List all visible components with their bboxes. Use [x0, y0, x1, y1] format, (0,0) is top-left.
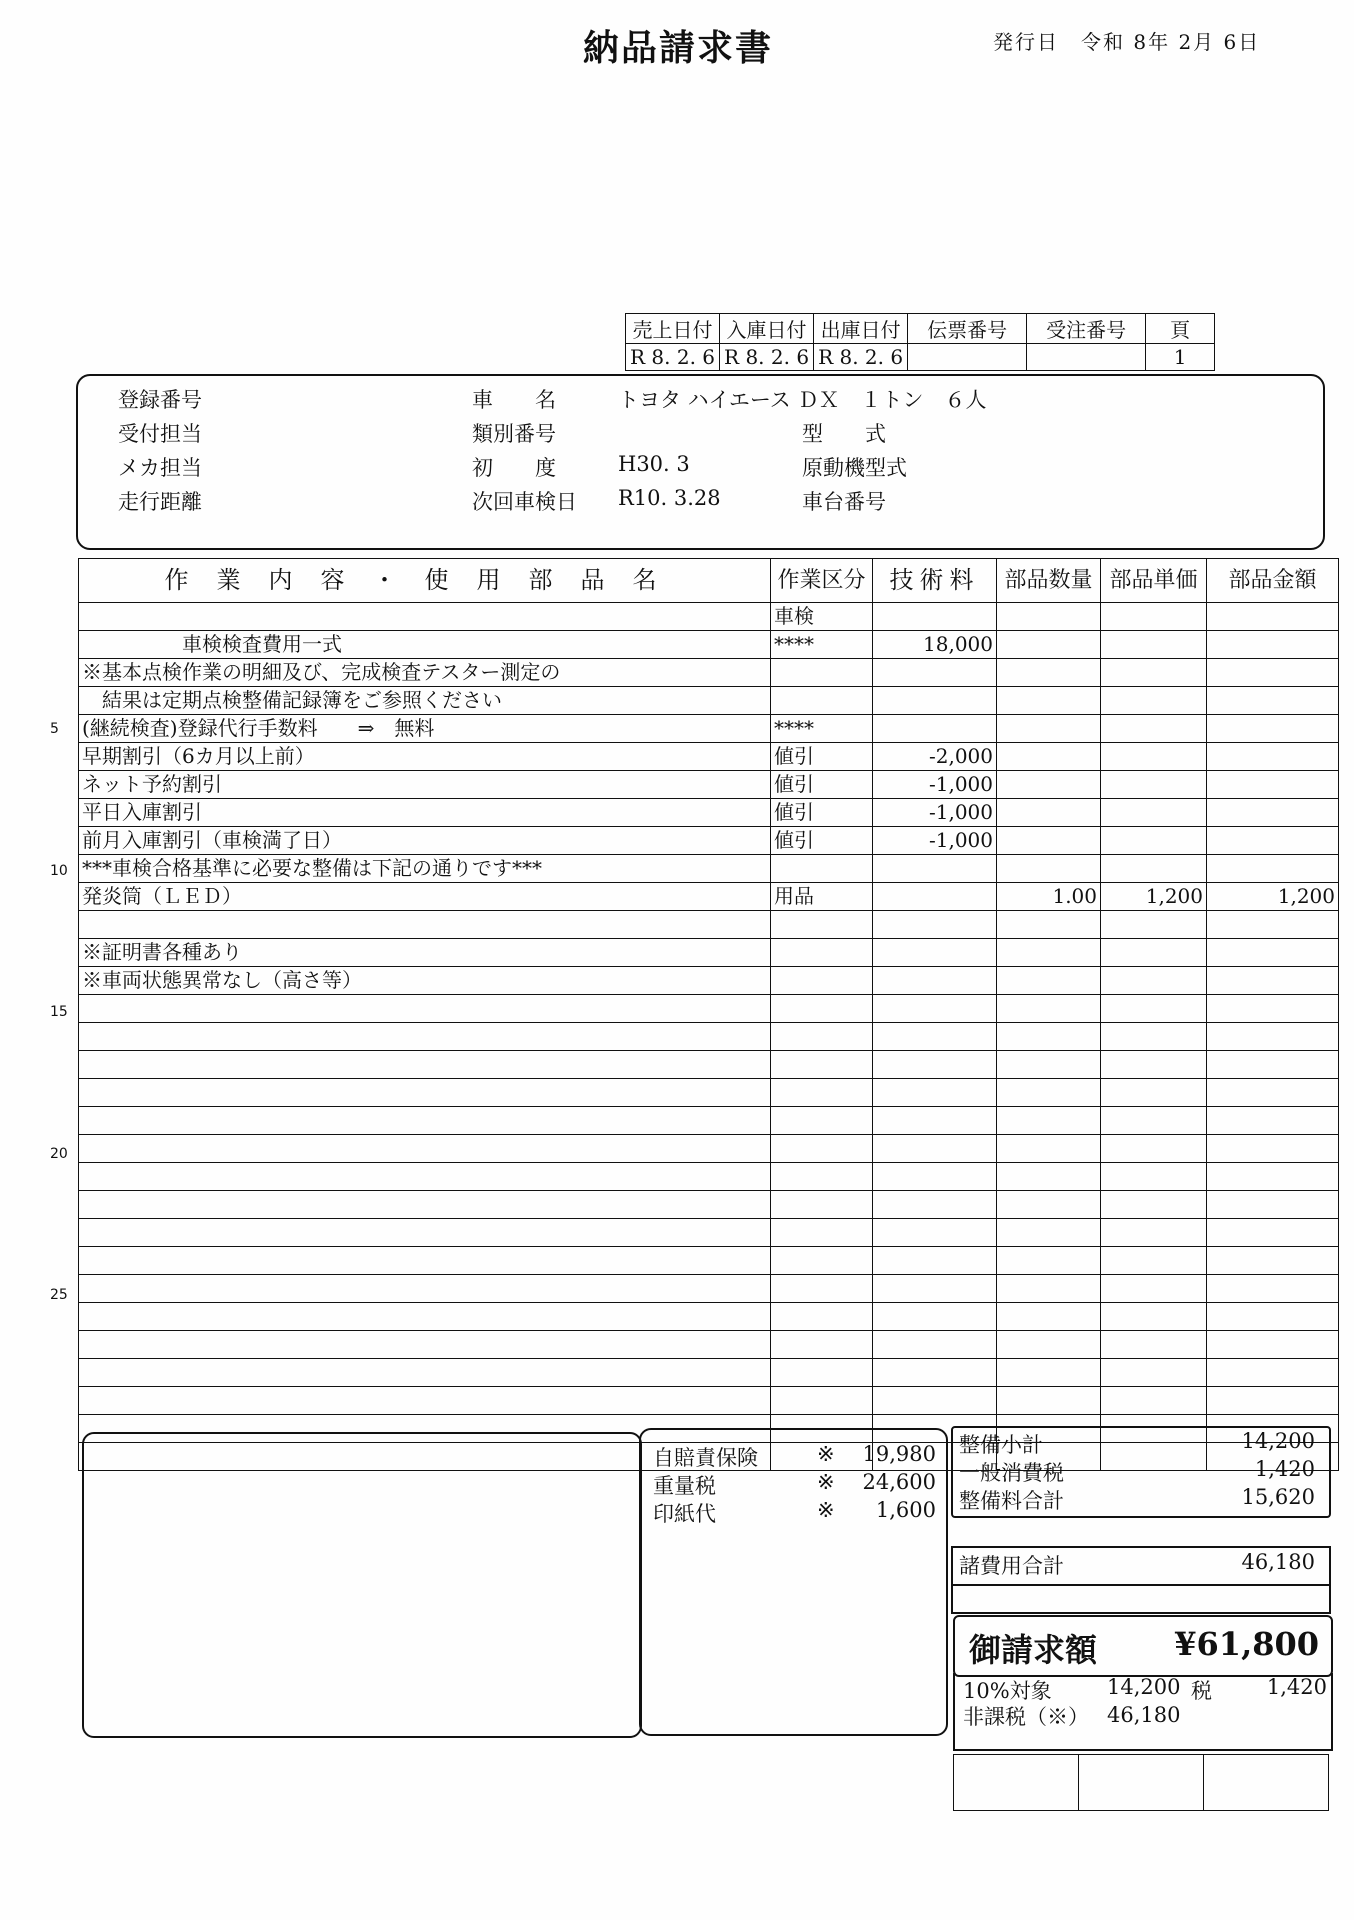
part-qty: [997, 659, 1101, 687]
line-number: 10: [50, 862, 68, 879]
misc-total-label: 諸費用合計: [959, 1554, 1064, 1578]
part-qty: [997, 1219, 1101, 1247]
part-unit-price: [1101, 715, 1207, 743]
part-qty: [997, 995, 1101, 1023]
part-amount: [1207, 1163, 1339, 1191]
work-category: [771, 659, 873, 687]
table-row: [79, 715, 1339, 743]
line-number: 25: [50, 1287, 68, 1304]
part-amount: [1207, 827, 1339, 855]
table-row: [79, 603, 1339, 631]
part-amount: [1207, 1191, 1339, 1219]
part-amount: [1207, 967, 1339, 995]
nontaxable-label: 非課税（※）: [963, 1705, 1089, 1729]
tech-fee-column-header: 技術料: [873, 559, 997, 603]
tech-fee: [873, 995, 997, 1023]
work-category: [771, 1051, 873, 1079]
part-qty: [997, 687, 1101, 715]
table-row: [79, 631, 1339, 659]
tech-fee: [873, 967, 997, 995]
part-qty: [997, 855, 1101, 883]
first-reg-value: H30. 3: [618, 452, 690, 476]
part-qty: [997, 1079, 1101, 1107]
category-column-header: 作業区分: [771, 559, 873, 603]
part-amount: [1207, 1275, 1339, 1303]
part-unit-price: [1101, 1163, 1207, 1191]
work-category: 用品: [771, 883, 873, 911]
tech-fee: [873, 1135, 997, 1163]
fee-label: 重量税: [653, 1474, 716, 1498]
part-unit-price: [1101, 1191, 1207, 1219]
work-category: 値引: [771, 743, 873, 771]
work-category: [771, 1191, 873, 1219]
maintenance-total-value: 15,620: [1241, 1485, 1315, 1509]
work-item: [79, 1219, 771, 1247]
part-qty: [997, 771, 1101, 799]
qty-column-header: 部品数量: [997, 559, 1101, 603]
part-qty: [997, 1051, 1101, 1079]
part-amount: [1207, 1331, 1339, 1359]
tech-fee: 18,000: [873, 631, 997, 659]
work-category: [771, 1107, 873, 1135]
tech-fee: [873, 855, 997, 883]
misc-total-value: 46,180: [1241, 1550, 1315, 1574]
work-item: 発炎筒（ＬＥＤ）: [79, 883, 771, 911]
tech-fee: [873, 1023, 997, 1051]
part-amount: [1207, 1135, 1339, 1163]
table-row: [79, 967, 1339, 995]
summary-box: [951, 1426, 1329, 1612]
work-category: [771, 939, 873, 967]
work-category: 値引: [771, 771, 873, 799]
part-unit-price: [1101, 1331, 1207, 1359]
model-label: 型 式: [802, 422, 886, 446]
part-unit-price: [1101, 911, 1207, 939]
table-row: [79, 1023, 1339, 1051]
work-category: [771, 687, 873, 715]
grand-total-label: 御請求額: [969, 1631, 1098, 1669]
nontaxable-amount: 46,180: [1107, 1703, 1181, 1727]
grand-total-amount: ¥61,800: [1174, 1625, 1319, 1663]
work-item: [79, 1387, 771, 1415]
fee-value: 1,600: [875, 1498, 936, 1522]
chassis-number-label: 車台番号: [802, 490, 886, 514]
work-category: 値引: [771, 799, 873, 827]
part-amount: [1207, 939, 1339, 967]
table-row: [79, 827, 1339, 855]
work-item: [79, 1023, 771, 1051]
tech-fee: [873, 1331, 997, 1359]
grand-total-box: [953, 1615, 1333, 1677]
fee-mark: ※: [817, 1470, 835, 1494]
stamp-box: [1079, 1755, 1204, 1811]
fee-value: 24,600: [862, 1470, 936, 1494]
fee-mark: ※: [817, 1442, 835, 1466]
part-unit-price: [1101, 1303, 1207, 1331]
tech-fee: [873, 1079, 997, 1107]
work-item: [79, 911, 771, 939]
vehicle-info-box: [76, 374, 1325, 550]
entry-date: R 8. 2. 6: [720, 344, 814, 371]
next-inspection-value: R10. 3.28: [618, 486, 721, 510]
sales-date: R 8. 2. 6: [626, 344, 720, 371]
table-row: [79, 883, 1339, 911]
part-amount: 1,200: [1207, 883, 1339, 911]
part-qty: [997, 827, 1101, 855]
part-qty: [997, 1275, 1101, 1303]
order-number: [1027, 344, 1146, 371]
part-amount: [1207, 1247, 1339, 1275]
stamp-box: [1204, 1755, 1329, 1811]
work-category: [771, 1303, 873, 1331]
subtotal-label: 整備小計: [959, 1433, 1043, 1457]
part-amount: [1207, 743, 1339, 771]
part-unit-price: [1101, 1219, 1207, 1247]
reception-label: 受付担当: [118, 422, 202, 446]
line-number: 20: [50, 1145, 68, 1162]
part-qty: [997, 1303, 1101, 1331]
vehicle-name-label: 車 名: [472, 388, 556, 412]
tech-fee: [873, 1359, 997, 1387]
table-row: [79, 1331, 1339, 1359]
part-qty: [997, 1163, 1101, 1191]
remarks-box: [82, 1432, 642, 1738]
part-amount: [1207, 1051, 1339, 1079]
part-amount: [1207, 1079, 1339, 1107]
tech-fee: [873, 1275, 997, 1303]
entry-date-label: 入庫日付: [720, 314, 814, 344]
table-row: [79, 1163, 1339, 1191]
work-category: [771, 1219, 873, 1247]
table-row: [79, 1079, 1339, 1107]
work-category: [771, 967, 873, 995]
work-item: ※基本点検作業の明細及び、完成検査テスター測定の: [79, 659, 771, 687]
taxable-label: 10%対象: [963, 1679, 1052, 1703]
part-qty: [997, 799, 1101, 827]
exit-date: R 8. 2. 6: [814, 344, 908, 371]
tech-fee: [873, 1163, 997, 1191]
part-amount: [1207, 1023, 1339, 1051]
part-qty: [997, 603, 1101, 631]
vehicle-name: トヨタ ハイエース ＤＸ １トン ６人: [618, 388, 987, 412]
tax-value: 1,420: [1254, 1457, 1315, 1481]
part-amount: [1207, 1303, 1339, 1331]
tax-word: 税: [1191, 1679, 1212, 1703]
line-number: 15: [50, 1004, 68, 1021]
reg-label: 登録番号: [118, 388, 202, 412]
part-unit-price: [1101, 827, 1207, 855]
part-qty: [997, 911, 1101, 939]
engine-model-label: 原動機型式: [802, 456, 907, 480]
table-row: [79, 995, 1339, 1023]
fee-value: 19,980: [862, 1442, 936, 1466]
part-qty: [997, 1359, 1101, 1387]
amount-column-header: 部品金額: [1207, 559, 1339, 603]
table-row: [79, 1359, 1339, 1387]
part-unit-price: [1101, 659, 1207, 687]
work-item: [79, 1107, 771, 1135]
work-items-table: [78, 558, 1339, 1471]
fee-mark: ※: [817, 1498, 835, 1522]
part-amount: [1207, 771, 1339, 799]
work-category: ****: [771, 631, 873, 659]
class-number-label: 類別番号: [472, 422, 556, 446]
tech-fee: [873, 1107, 997, 1135]
taxable-amount: 14,200: [1107, 1675, 1181, 1699]
part-unit-price: [1101, 1079, 1207, 1107]
part-unit-price: [1101, 939, 1207, 967]
work-item: [79, 1135, 771, 1163]
part-qty: [997, 1107, 1101, 1135]
tech-fee: -1,000: [873, 771, 997, 799]
part-amount: [1207, 603, 1339, 631]
tax-label: 一般消費税: [959, 1461, 1064, 1485]
part-unit-price: [1101, 1135, 1207, 1163]
part-amount: [1207, 659, 1339, 687]
date-header-table: [625, 313, 1215, 371]
part-unit-price: [1101, 1387, 1207, 1415]
part-qty: [997, 743, 1101, 771]
table-row: [79, 687, 1339, 715]
work-item: [79, 1079, 771, 1107]
table-row: [79, 659, 1339, 687]
part-amount: [1207, 631, 1339, 659]
work-category: [771, 1023, 873, 1051]
part-amount: [1207, 1359, 1339, 1387]
work-item: [79, 1303, 771, 1331]
part-qty: [997, 1247, 1101, 1275]
table-row: [79, 911, 1339, 939]
work-item: [79, 1247, 771, 1275]
page-number: 1: [1146, 344, 1215, 371]
part-amount: [1207, 715, 1339, 743]
tech-fee: [873, 715, 997, 743]
part-unit-price: [1101, 1107, 1207, 1135]
table-row: [79, 855, 1339, 883]
tech-fee: [873, 1051, 997, 1079]
table-row: [79, 1387, 1339, 1415]
part-unit-price: [1101, 1023, 1207, 1051]
work-item: (継続検査)登録代行手数料 ⇒ 無料: [79, 715, 771, 743]
work-item: [79, 603, 771, 631]
work-item: [79, 1051, 771, 1079]
tech-fee: -2,000: [873, 743, 997, 771]
maintenance-total-label: 整備料合計: [959, 1489, 1064, 1513]
table-row: [79, 1247, 1339, 1275]
slip-number: [908, 344, 1027, 371]
line-number: 5: [50, 721, 59, 738]
part-unit-price: [1101, 631, 1207, 659]
table-row: [79, 799, 1339, 827]
part-qty: [997, 939, 1101, 967]
part-qty: [997, 1023, 1101, 1051]
part-unit-price: [1101, 603, 1207, 631]
part-qty: [997, 967, 1101, 995]
part-qty: [997, 715, 1101, 743]
part-amount: [1207, 687, 1339, 715]
tech-fee: -1,000: [873, 799, 997, 827]
work-item: 早期割引（6カ月以上前）: [79, 743, 771, 771]
work-column-header: 作業内容・使用部品名: [79, 559, 771, 603]
table-row: [79, 1051, 1339, 1079]
part-unit-price: [1101, 687, 1207, 715]
part-unit-price: [1101, 1275, 1207, 1303]
tech-fee: -1,000: [873, 827, 997, 855]
tech-fee: [873, 1219, 997, 1247]
part-qty: 1.00: [997, 883, 1101, 911]
table-row: [79, 1219, 1339, 1247]
mileage-label: 走行距離: [118, 490, 202, 514]
work-category: 車検: [771, 603, 873, 631]
work-category: [771, 1387, 873, 1415]
part-amount: [1207, 911, 1339, 939]
part-unit-price: 1,200: [1101, 883, 1207, 911]
table-row: [79, 1191, 1339, 1219]
part-qty: [997, 1135, 1101, 1163]
work-category: [771, 1331, 873, 1359]
part-unit-price: [1101, 1051, 1207, 1079]
work-category: 値引: [771, 827, 873, 855]
work-item: ※車両状態異常なし（高さ等）: [79, 967, 771, 995]
work-item: 結果は定期点検整備記録簿をご参照ください: [79, 687, 771, 715]
part-unit-price: [1101, 771, 1207, 799]
tax-amount: 1,420: [1266, 1675, 1327, 1699]
part-unit-price: [1101, 799, 1207, 827]
work-item: [79, 995, 771, 1023]
work-category: [771, 1275, 873, 1303]
next-inspection-label: 次回車検日: [472, 490, 577, 514]
fees-box: [639, 1428, 948, 1736]
work-category: [771, 1247, 873, 1275]
slip-number-label: 伝票番号: [908, 314, 1027, 344]
part-unit-price: [1101, 855, 1207, 883]
sales-date-label: 売上日付: [626, 314, 720, 344]
work-category: [771, 855, 873, 883]
issue-date: 発行日 令和 8年 2月 6日: [993, 30, 1261, 54]
part-qty: [997, 631, 1101, 659]
table-row: [79, 771, 1339, 799]
order-number-label: 受注番号: [1027, 314, 1146, 344]
tech-fee: [873, 659, 997, 687]
tech-fee: [873, 603, 997, 631]
subtotal-value: 14,200: [1241, 1429, 1315, 1453]
work-item: [79, 1275, 771, 1303]
part-unit-price: [1101, 995, 1207, 1023]
part-unit-price: [1101, 1247, 1207, 1275]
part-qty: [997, 1331, 1101, 1359]
work-item: [79, 1359, 771, 1387]
work-item: [79, 1191, 771, 1219]
work-category: ****: [771, 715, 873, 743]
work-category: [771, 911, 873, 939]
tech-fee: [873, 1191, 997, 1219]
part-qty: [997, 1191, 1101, 1219]
table-row: [79, 743, 1339, 771]
tech-fee: [873, 687, 997, 715]
part-amount: [1207, 799, 1339, 827]
work-item: 平日入庫割引: [79, 799, 771, 827]
part-amount: [1207, 1107, 1339, 1135]
tech-fee: [873, 1387, 997, 1415]
work-item: ***車検合格基準に必要な整備は下記の通りです***: [79, 855, 771, 883]
tech-fee: [873, 939, 997, 967]
table-row: [79, 1303, 1339, 1331]
stamp-box: [954, 1755, 1079, 1811]
part-amount: [1207, 995, 1339, 1023]
tech-fee: [873, 883, 997, 911]
part-amount: [1207, 855, 1339, 883]
first-reg-label: 初 度: [472, 456, 556, 480]
table-row: [79, 939, 1339, 967]
table-row: [79, 1275, 1339, 1303]
part-amount: [1207, 1219, 1339, 1247]
work-item: 前月入庫割引（車検満了日）: [79, 827, 771, 855]
tech-fee: [873, 1303, 997, 1331]
work-category: [771, 1163, 873, 1191]
page-label: 頁: [1146, 314, 1215, 344]
work-item: 車検検査費用一式: [79, 631, 771, 659]
work-category: [771, 995, 873, 1023]
work-item: ネット予約割引: [79, 771, 771, 799]
part-unit-price: [1101, 967, 1207, 995]
tax-breakdown-box: [953, 1673, 1333, 1751]
work-category: [771, 1135, 873, 1163]
part-unit-price: [1101, 743, 1207, 771]
stamp-boxes: [953, 1754, 1329, 1811]
tech-fee: [873, 911, 997, 939]
part-amount: [1207, 1387, 1339, 1415]
table-row: [79, 1107, 1339, 1135]
part-unit-price: [1101, 1359, 1207, 1387]
part-qty: [997, 1387, 1101, 1415]
fee-label: 印紙代: [653, 1502, 716, 1526]
mechanic-label: メカ担当: [118, 456, 202, 480]
tech-fee: [873, 1247, 997, 1275]
work-item: ※証明書各種あり: [79, 939, 771, 967]
document-title: 納品請求書: [583, 27, 774, 69]
exit-date-label: 出庫日付: [814, 314, 908, 344]
fee-label: 自賠責保険: [653, 1446, 758, 1470]
work-category: [771, 1359, 873, 1387]
work-item: [79, 1331, 771, 1359]
unit-price-column-header: 部品単価: [1101, 559, 1207, 603]
work-category: [771, 1079, 873, 1107]
work-item: [79, 1163, 771, 1191]
table-row: [79, 1135, 1339, 1163]
